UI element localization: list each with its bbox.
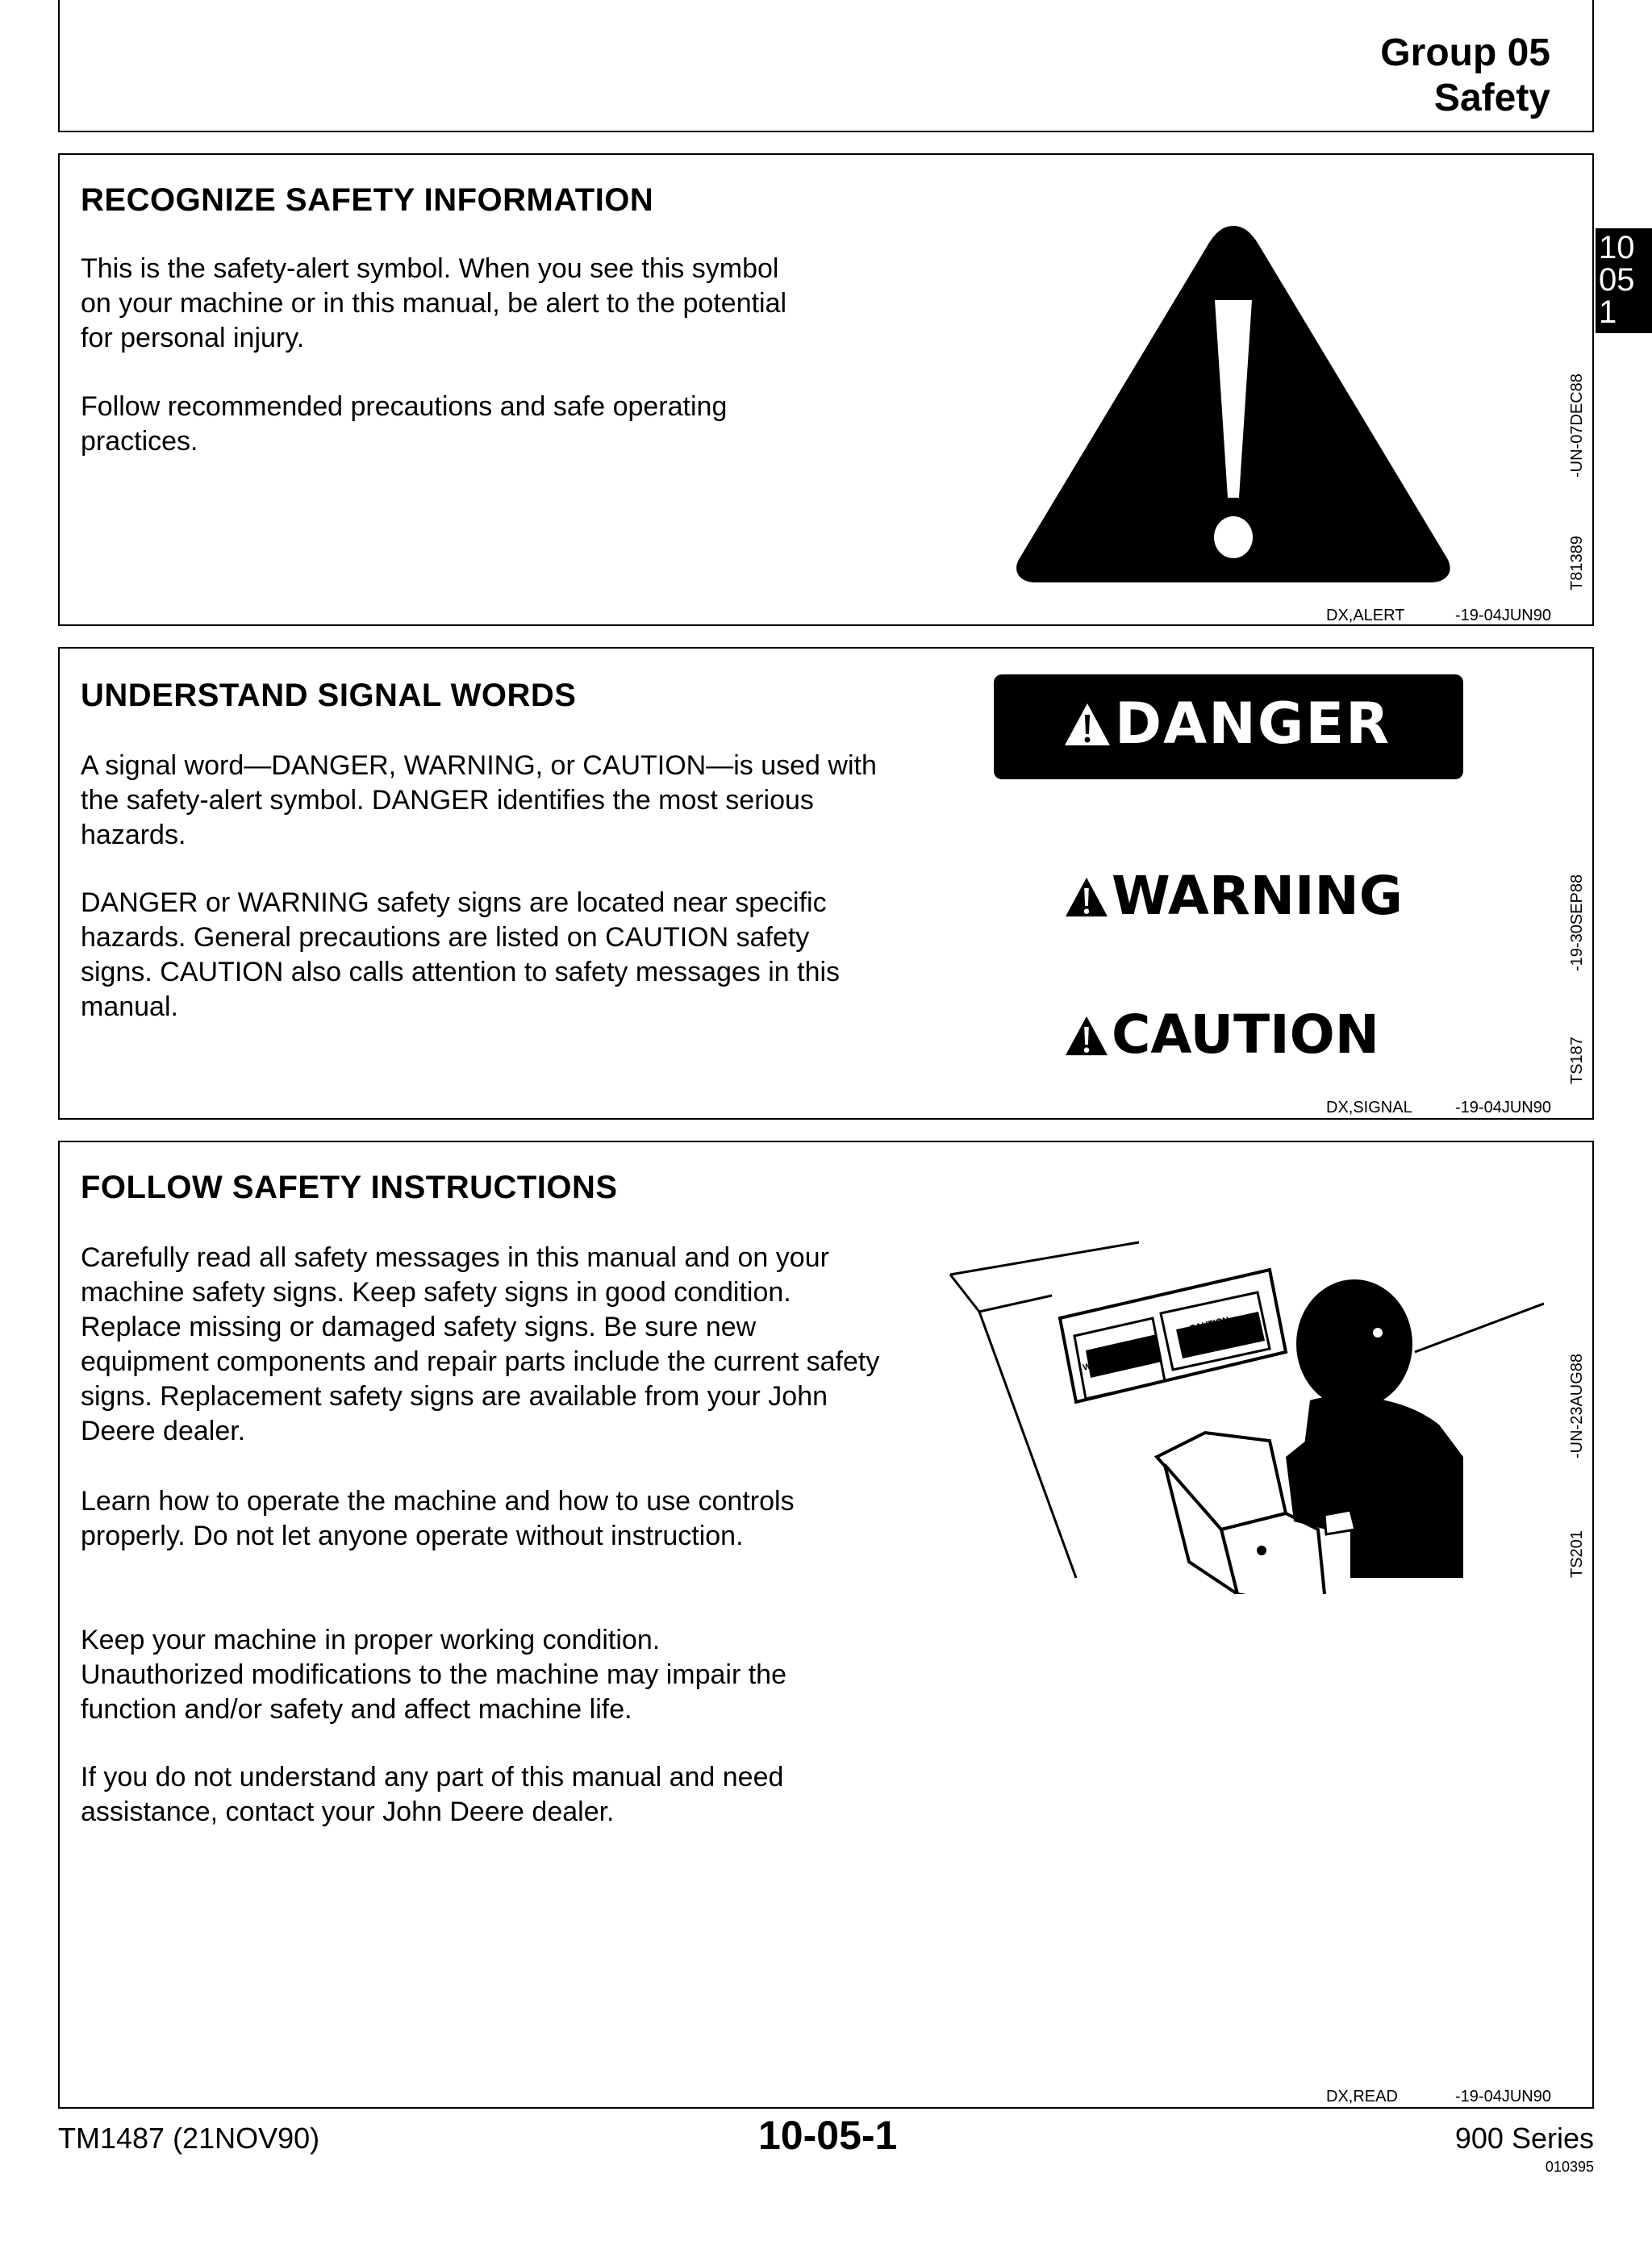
- footer-series: 900 Series: [1454, 2122, 1594, 2155]
- caution-sign: [1057, 1004, 1476, 1068]
- reference-date: -19-04JUN90: [1455, 2088, 1551, 2105]
- paragraph: DANGER or WARNING safety signs are located near specific hazards. General precautions are listed on CAUTION safety signs. CAUTION also calls attention to safety messages in this manual.: [81, 887, 841, 1022]
- group-title: [1380, 31, 1550, 121]
- paragraph: A signal word—DANGER, WARNING, or CAUTION—is used with the safety-alert symbol. DANGER identifies the most serious hazards.: [81, 750, 877, 850]
- figure-code: T81389: [1568, 536, 1586, 591]
- reference-code: DX,READ: [1326, 2088, 1398, 2105]
- tab-line: 05: [1599, 262, 1635, 298]
- safety-alert-symbol-icon: [1063, 1015, 1110, 1057]
- paragraph: This is the safety-alert symbol. When you see this symbol on your machine or in this manual, be alert to the potential for personal injury.: [81, 253, 787, 353]
- figure-label-caution: CAUTION: [1188, 1315, 1230, 1334]
- footer-manual-id: TM1487 (21NOV90): [58, 2122, 320, 2155]
- reference-date: -19-04JUN90: [1455, 607, 1551, 624]
- paragraph: Follow recommended precautions and safe operating practices.: [81, 391, 728, 457]
- reference-code: DX,ALERT: [1326, 607, 1405, 624]
- footer-small-code: 010395: [1545, 2159, 1594, 2175]
- group-name: Safety: [1433, 77, 1550, 119]
- danger-label: DANGER: [1115, 691, 1391, 757]
- figure-label-warning: WARNING: [1082, 1354, 1126, 1373]
- figure-code: TS187: [1568, 1037, 1586, 1084]
- figure-date: -UN-23AUG88: [1568, 1353, 1586, 1459]
- warning-sign: [1057, 865, 1476, 929]
- reference-date: -19-04JUN90: [1455, 1099, 1551, 1116]
- section-recognize-safety: [58, 153, 1594, 626]
- paragraph: Carefully read all safety messages in this manual and on your machine safety signs. Keep safety signs in good condition. Replace missing or damaged safety signs. Be sure new equipment components and repair parts include the current safety signs. Replacement safety signs are available from your John Deere dealer.: [81, 1242, 880, 1446]
- tab-line: 1: [1599, 294, 1617, 330]
- caution-label: CAUTION: [1112, 1004, 1379, 1066]
- warning-label: WARNING: [1112, 865, 1403, 927]
- paragraph: Keep your machine in proper working condition. Unauthorized modifications to the machine may impair the function and/or safety and affect machine life.: [81, 1625, 786, 1725]
- safety-alert-symbol-icon: [1063, 702, 1112, 747]
- figure-code: TS201: [1568, 1530, 1586, 1578]
- danger-sign: [994, 674, 1463, 779]
- safety-alert-symbol-icon: [1003, 211, 1463, 582]
- tab-line: 10: [1599, 230, 1635, 265]
- section-tab: [1596, 228, 1652, 333]
- section-follow-instructions: [58, 1141, 1594, 2109]
- section-heading: RECOGNIZE SAFETY INFORMATION: [81, 182, 654, 218]
- footer-page-number: 10-05-1: [758, 2113, 898, 2158]
- section-heading: FOLLOW SAFETY INSTRUCTIONS: [81, 1170, 618, 1205]
- person-reading-manual-icon: [947, 1191, 1544, 1594]
- reference-code: DX,SIGNAL: [1326, 1099, 1412, 1116]
- paragraph: If you do not understand any part of this manual and need assistance, contact your John Deere dealer.: [81, 1762, 784, 1827]
- section-heading: UNDERSTAND SIGNAL WORDS: [81, 678, 577, 713]
- figure-date: -19-30SEP88: [1568, 874, 1586, 971]
- section-signal-words: [58, 647, 1594, 1120]
- group-label: Group 05: [1380, 31, 1550, 74]
- paragraph: Learn how to operate the machine and how to use controls properly. Do not let anyone operate without instruction.: [81, 1486, 795, 1551]
- figure-date: -UN-07DEC88: [1568, 374, 1586, 478]
- read-manual-illustration: [947, 1191, 1544, 1594]
- page-header: [58, 0, 1594, 132]
- safety-alert-symbol-icon: [1063, 876, 1110, 918]
